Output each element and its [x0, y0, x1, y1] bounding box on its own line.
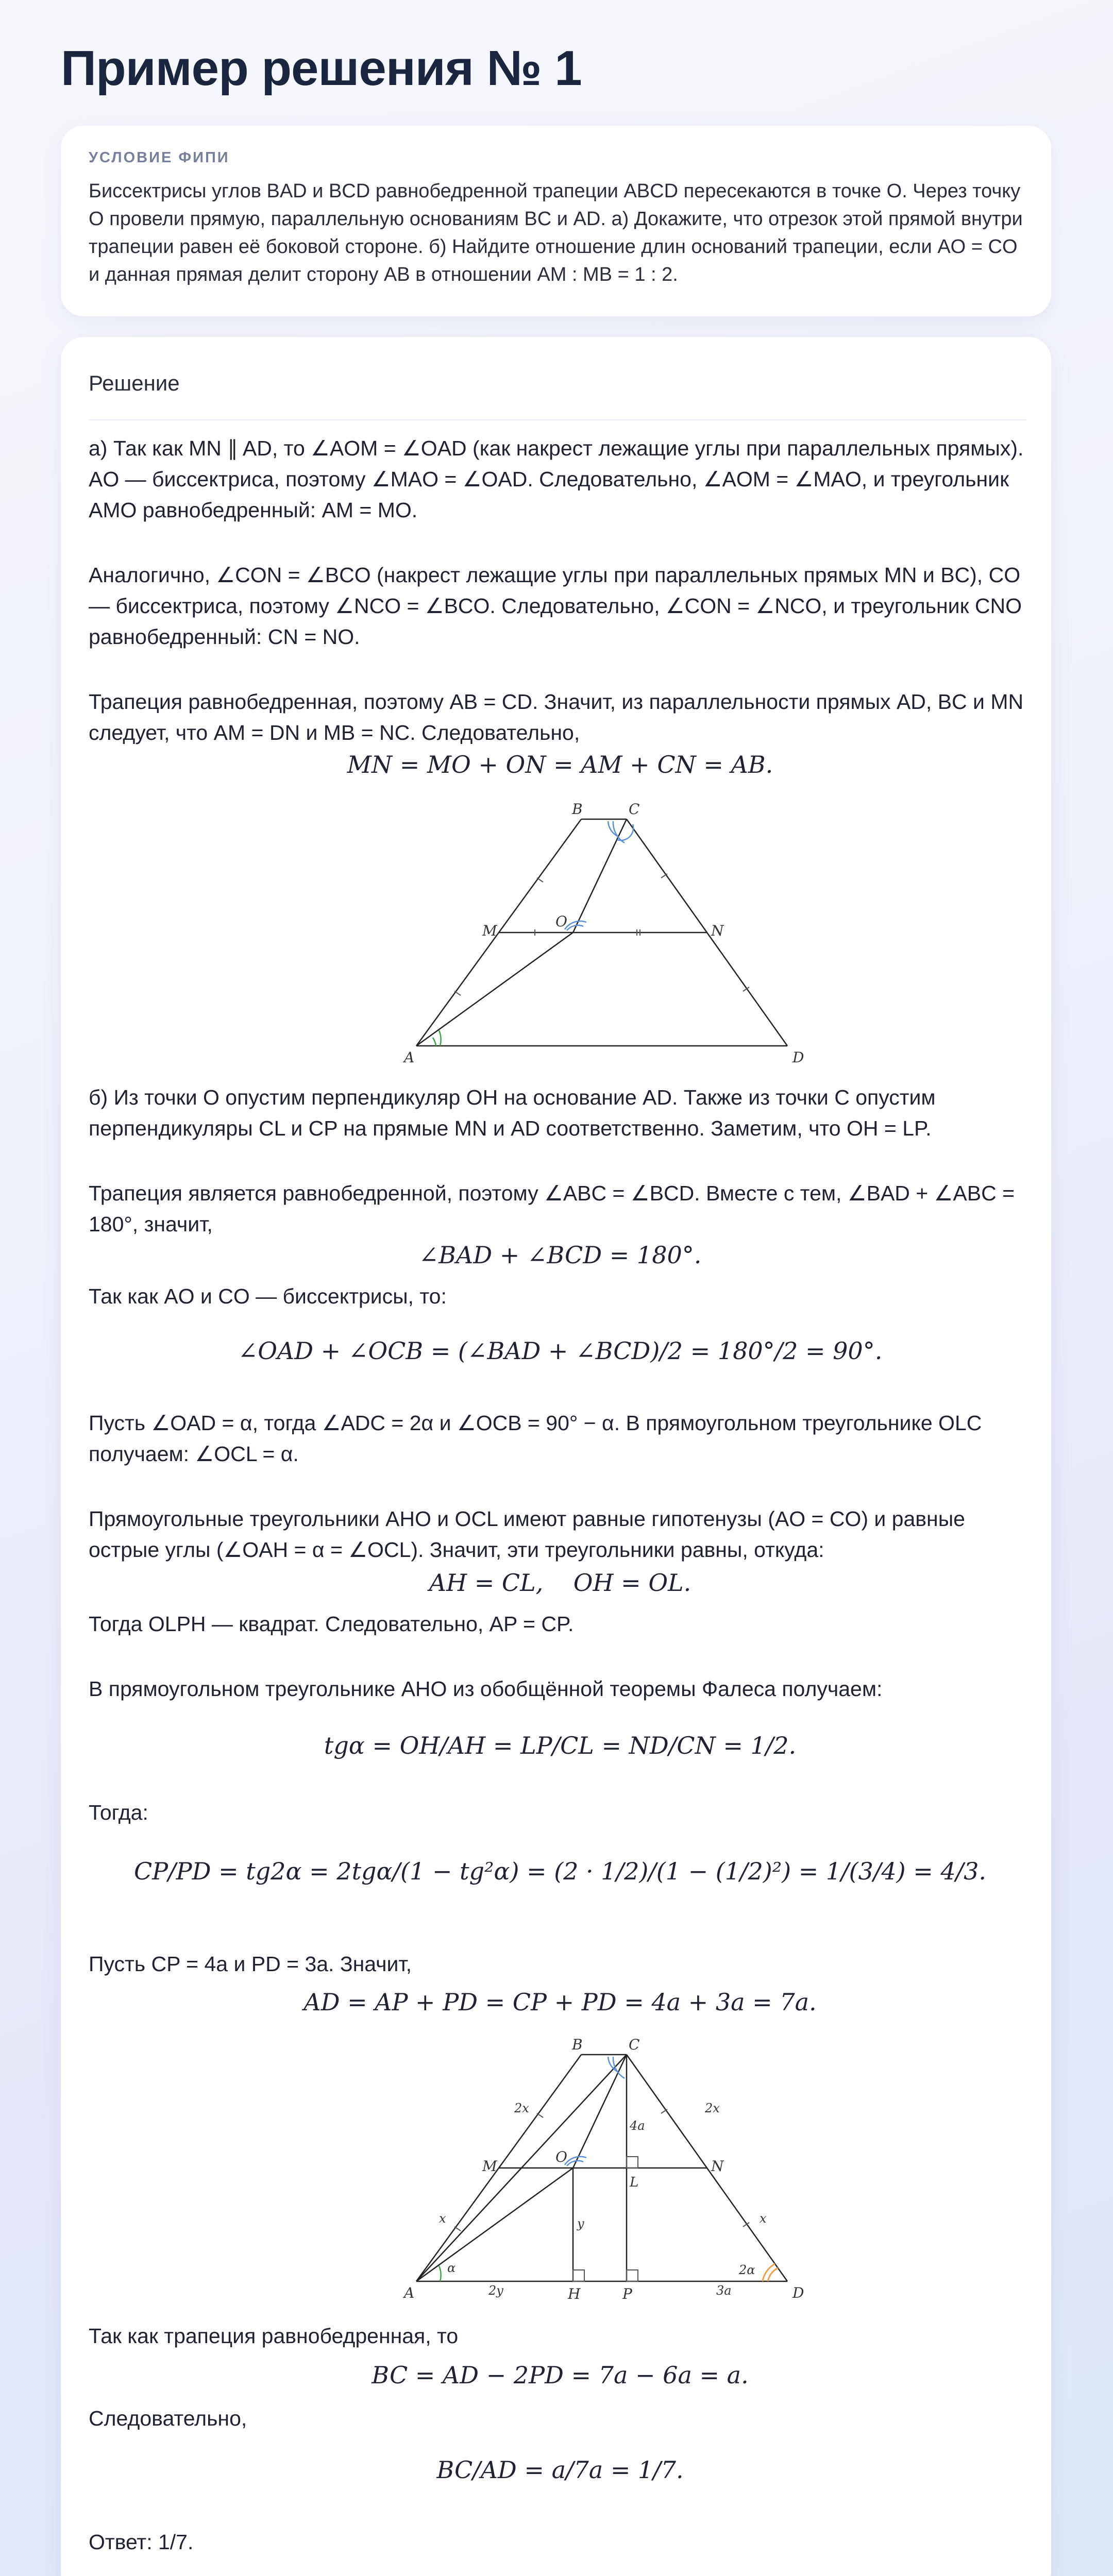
point-n-label: N [711, 922, 724, 939]
solution-paragraph: Так как трапеция равнобедренная, то [89, 2324, 459, 2348]
solution-paragraph: Аналогично, ∠CON = ∠BCO (накрест лежащие углы при параллельных прямых MN и BC), CO — биссектриса, поэтому ∠NCO = ∠BCO. Следовательно, ∠CON = ∠NCO, и треугольник CNO равнобедренный: CN = NO. [89, 563, 1028, 649]
solution-card [61, 337, 1051, 2576]
condition-text: Биссектрисы углов BAD и BCD равнобедренной трапеции ABCD пересекаются в точке O. Через точку O провели прямую, параллельную основаниям BC и AD. а) Докажите, что отрезок этой прямой внутри трапеции равен её боковой стороне. б) Найдите отношение длин оснований трапеции, если AO = CO и данная прямая делит сторону AB в отношении AM : MB = 1 : 2. [89, 180, 1028, 285]
solution-paragraph: Так как AO и CO — биссектрисы, то: [89, 1284, 447, 1308]
solution-paragraph: б) Из точки O опустим перпендикуляр OH на основание AD. Также из точки C опустим перпендикуляры CL и CP на прямые MN и AD соответственно. Заметим, что OH = LP. [89, 1086, 942, 1140]
point-l-label: L [630, 2175, 639, 2190]
label-2x-left: 2x [514, 2101, 529, 2115]
point-o-label: O [555, 2148, 567, 2165]
solution-paragraph: Прямоугольные треугольники AHO и OCL имеют равные гипотенузы (AO = CO) и равные острые углы (∠OAH = α = ∠OCL). Значит, эти треугольники равны, откуда: [89, 1507, 971, 1562]
point-a-label: A [404, 1049, 415, 1066]
formula: ∠BAD + ∠BCD = 180°. [418, 1241, 702, 1269]
label-3a: 3a [716, 2283, 732, 2298]
formula: BC = AD − 2PD = 7a − 6a = a. [372, 2361, 749, 2389]
solution-paragraph: Следовательно, [89, 2406, 247, 2430]
point-o-label: O [555, 913, 567, 930]
formula: CP/PD = tg2α = 2tgα/(1 − tg²α) = (2 · 1/2)/(1 − (1/2)²) = 1/(3/4) = 4/3. [133, 1857, 987, 1885]
label-4a: 4a [630, 2119, 645, 2133]
solution-paragraph: Пусть CP = 4a и PD = 3a. Значит, [89, 1952, 412, 1976]
point-b-label: B [572, 801, 583, 818]
label-x-right: x [760, 2211, 767, 2226]
solution-divider [89, 419, 1026, 420]
bisector-ao [416, 933, 573, 1046]
trapezoid-figure-2 [375, 2037, 829, 2305]
solution-title: Решение [89, 371, 180, 395]
side-mb [499, 2055, 581, 2168]
point-p-label: P [622, 2285, 632, 2302]
page-title: Пример решения № 1 [61, 41, 582, 96]
point-c-label: C [629, 801, 640, 818]
solution-paragraph: Трапеция является равнобедренной, поэтому ∠ABC = ∠BCD. Вместе с тем, ∠BAD + ∠ABC = 180°, значит, [89, 1181, 1021, 1236]
side-am [416, 2168, 499, 2281]
trapezoid-figure-1 [375, 801, 829, 1069]
point-b-label: B [572, 2037, 583, 2053]
solution-paragraph: Трапеция равнобедренная, поэтому AB = CD. Значит, из параллельности прямых AD, BC и MN следует, что AM = DN и MB = NC. Следовательно, [89, 690, 1030, 744]
point-d-label: D [792, 2284, 804, 2301]
answer: Ответ: 1/7. [89, 2530, 194, 2554]
formula: tgα = OH/AH = LP/CL = ND/CN = 1/2. [324, 1732, 797, 1759]
condition-label: УСЛОВИЕ ФИПИ [89, 149, 230, 166]
solution-paragraph: Тогда: [89, 1801, 148, 1824]
formula: BC/AD = a/7a = 1/7. [436, 2456, 684, 2484]
point-m-label: M [482, 2158, 497, 2175]
side-mb [499, 819, 581, 933]
point-m-label: M [482, 922, 497, 939]
point-d-label: D [792, 1049, 804, 1066]
point-a-label: A [404, 2284, 415, 2301]
label-alpha: α [447, 2261, 456, 2275]
solution-paragraph: В прямоугольном треугольнике AHO из обобщённой теоремы Фалеса получаем: [89, 1677, 883, 1701]
solution-paragraph: а) Так как MN ∥ AD, то ∠AOM = ∠OAD (как накрест лежащие углы при параллельных прямых). AO — биссектриса, поэтому ∠MAO = ∠OAD. Следовательно, ∠AOM = ∠MAO, и треугольник AMO равнобедренный: AM = MO. [89, 436, 1028, 522]
formula: ∠OAD + ∠OCB = (∠BAD + ∠BCD)/2 = 180°/2 = 90°. [238, 1337, 883, 1365]
label-2alpha: 2α [739, 2263, 755, 2277]
point-h-label: H [568, 2285, 581, 2302]
solution-paragraph: Пусть ∠OAD = α, тогда ∠ADC = 2α и ∠OCB = 90° − α. В прямоугольном треугольнике OLC получаем: ∠OCL = α. [89, 1411, 988, 1466]
label-y: y [577, 2216, 584, 2231]
label-x-left: x [439, 2211, 446, 2226]
formula: AD = AP + PD = CP + PD = 4a + 3a = 7a. [303, 1988, 817, 2016]
label-2y: 2y [488, 2283, 503, 2298]
condition-card [61, 126, 1051, 316]
formula: AH = CL, OH = OL. [429, 1569, 692, 1597]
formula: MN = MO + ON = AM + CN = AB. [347, 751, 773, 778]
solution-paragraph: Тогда OLPH — квадрат. Следовательно, AP = CP. [89, 1612, 574, 1636]
label-2x-right: 2x [705, 2101, 720, 2115]
side-am [416, 933, 499, 1046]
point-c-label: C [629, 2037, 640, 2053]
point-n-label: N [711, 2158, 724, 2175]
